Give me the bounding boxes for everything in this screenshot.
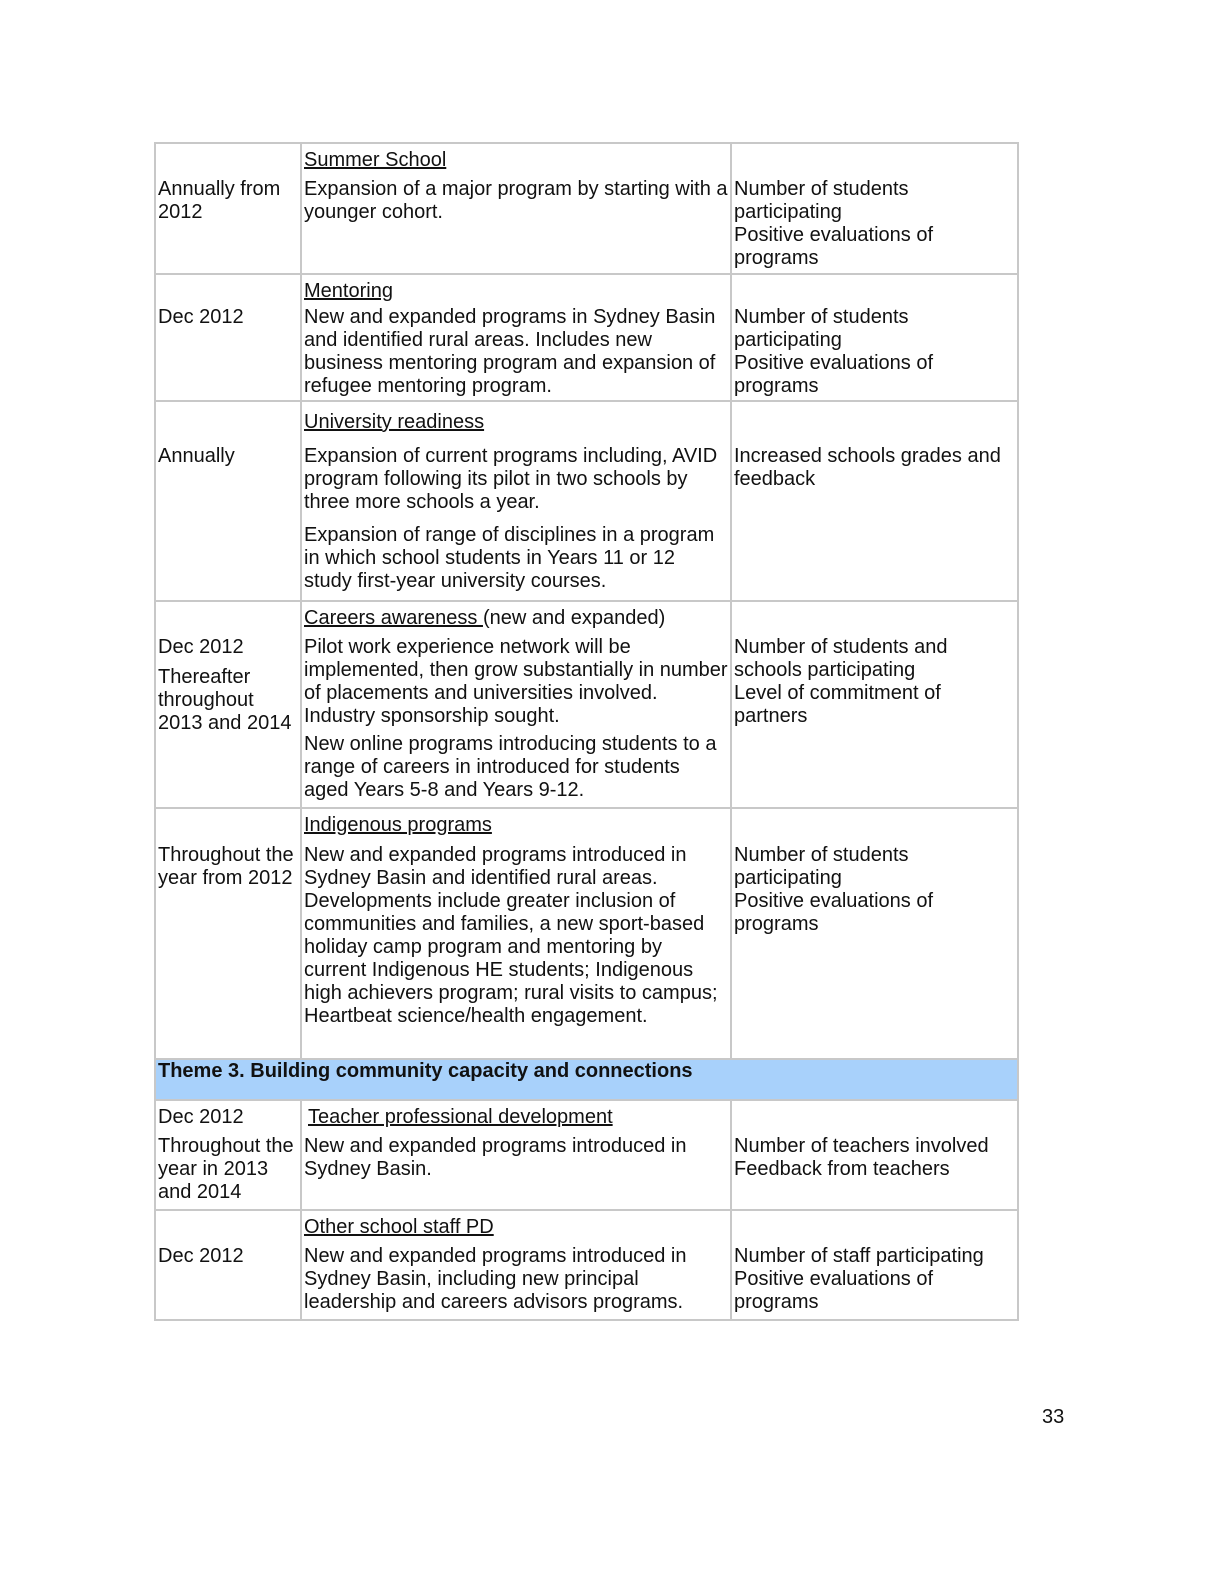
- activity-description: Expansion of current programs including, AVID program following its pilot in two schools by three more schools a year.: [304, 445, 718, 513]
- timing-text: Thereafter throughout 2013 and 2014: [158, 666, 292, 734]
- timing-cell: [155, 274, 301, 401]
- measure-text: Number of students participating: [734, 306, 909, 351]
- measure-text: Feedback from teachers: [734, 1158, 950, 1180]
- activity-heading: University readiness: [304, 411, 485, 433]
- measure-text: Positive evaluations of programs: [734, 1268, 934, 1313]
- activity-description: New and expanded programs introduced in Sydney Basin, including new principal leadership and careers advisors programs.: [304, 1245, 687, 1313]
- timing-cell: [155, 601, 301, 808]
- activity-description: New and expanded programs introduced in Sydney Basin.: [304, 1135, 687, 1180]
- activity-cell: [301, 601, 731, 808]
- activity-description: New and expanded programs in Sydney Basin and identified rural areas. Includes new business mentoring program and expansion of refugee mentoring program.: [304, 306, 716, 397]
- table-row: [155, 274, 1018, 401]
- activity-heading: Other school staff PD: [304, 1216, 494, 1238]
- timing-cell: [155, 1100, 301, 1210]
- activity-cell: [301, 808, 731, 1059]
- activity-cell: [301, 143, 731, 274]
- table-row: [155, 143, 1018, 274]
- table-row: [155, 808, 1018, 1059]
- activity-heading: Teacher professional development: [308, 1106, 613, 1128]
- activity-description: New and expanded programs introduced in Sydney Basin and identified rural areas. Developments include greater inclusion of communities and families, a new sport-based holiday camp program and mentoring by current Indigenous HE students; Indigenous high achievers program; rural visits to campus; Heartbeat science/health engagement.: [304, 844, 718, 1027]
- timing-cell: [155, 1210, 301, 1320]
- table-row: [155, 1210, 1018, 1320]
- table-row: [155, 601, 1018, 808]
- measure-text: Positive evaluations of programs: [734, 224, 934, 269]
- timing-cell: [155, 401, 301, 601]
- measures-cell: [731, 401, 1018, 601]
- activity-heading-line: [304, 607, 728, 630]
- activity-heading: Careers awareness: [304, 607, 483, 629]
- timing-text: Annually from 2012: [158, 178, 281, 223]
- measures-cell: [731, 143, 1018, 274]
- measure-text: Number of students and schools participating: [734, 636, 948, 681]
- activity-description: Expansion of a major program by starting with a younger cohort.: [304, 178, 728, 223]
- activity-description: New online programs introducing students to a range of careers in introduced for students aged Years 5-8 and Years 9-12.: [304, 733, 717, 801]
- action-plan-table: [154, 142, 1019, 1321]
- timing-cell: [155, 808, 301, 1059]
- measures-cell: [731, 808, 1018, 1059]
- measures-cell: [731, 274, 1018, 401]
- measures-cell: [731, 1210, 1018, 1320]
- timing-text: Dec 2012: [158, 306, 244, 328]
- measure-text: Positive evaluations of programs: [734, 890, 934, 935]
- timing-cell: [155, 143, 301, 274]
- timing-text: Throughout the year in 2013 and 2014: [158, 1135, 294, 1203]
- measure-text: Number of staff participating: [734, 1245, 984, 1267]
- measures-cell: [731, 1100, 1018, 1210]
- measure-text: Number of students participating: [734, 178, 909, 223]
- activity-cell: [301, 274, 731, 401]
- measure-text: Increased schools grades and feedback: [734, 445, 1001, 490]
- activity-cell: [301, 401, 731, 601]
- timing-text: Throughout the year from 2012: [158, 844, 294, 889]
- theme-heading: Theme 3. Building community capacity and connections: [155, 1059, 1018, 1100]
- timing-text: Dec 2012: [158, 636, 244, 658]
- activity-cell: [301, 1100, 731, 1210]
- activity-description: Pilot work experience network will be implemented, then grow substantially in number of placements and universities involved. Industry sponsorship sought.: [304, 636, 728, 727]
- measure-text: Positive evaluations of programs: [734, 352, 934, 397]
- activity-heading: Mentoring: [304, 280, 393, 302]
- activity-heading: Indigenous programs: [304, 814, 492, 836]
- activity-heading-suffix: (new and expanded): [482, 607, 666, 629]
- measure-text: Level of commitment of partners: [734, 682, 941, 727]
- measures-cell: [731, 601, 1018, 808]
- activity-heading: Summer School: [304, 149, 447, 171]
- timing-text: Dec 2012: [158, 1106, 244, 1128]
- timing-text: Annually: [158, 445, 235, 467]
- table-row: [155, 401, 1018, 601]
- page-number: 33: [1042, 1406, 1065, 1428]
- table-row: [155, 1100, 1018, 1210]
- timing-text: Dec 2012: [158, 1245, 244, 1267]
- measure-text: Number of students participating: [734, 844, 909, 889]
- measure-text: Number of teachers involved: [734, 1135, 989, 1157]
- activity-description: Expansion of range of disciplines in a program in which school students in Years 11 or 12 study first-year university courses.: [304, 524, 715, 592]
- activity-cell: [301, 1210, 731, 1320]
- theme-heading-row: [155, 1059, 1018, 1100]
